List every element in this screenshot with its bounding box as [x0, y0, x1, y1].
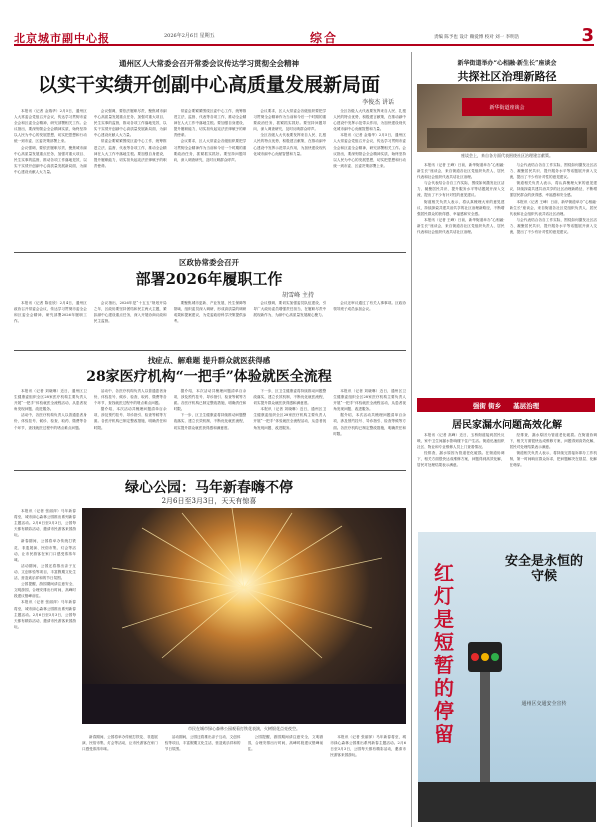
psa-left-text: 红灯是短暂的停留 [434, 561, 454, 746]
fourth-bottom-body [82, 734, 406, 826]
lead-col-3: 常委会要紧紧围绕区委中心工作，统筹推进立法、监督、代表等各项工作，推动全会精神在人大工作中落地生根。要加强自身建设，提升履职能力，切实担负起宪法法律赋予的职责使命。 会议要求，区人大常委会各级组织要把学习贯彻全会精神作为当前和今后一个时期的重要政治任务，抓紧抓实抓好。要坚持问题导向，深入调查研究，及时反映群众呼声。 [173, 109, 247, 162]
second-col-5: 会议还审议通过了有关人事事项。区政协领导班子成员参加会议。 [333, 301, 406, 312]
rt-col-1: 本报讯（记者 王峰）日前，新华街道举办“心相融·新生长”座谈会，来自街道各社区党组织负责人、居民代表和社会组织代表共话社区治理。 与会代表结合各自工作实际，围绕如何激发社区活力、凝聚居民共识、提升服务水平等话题展开深入交流，提出了不少有针对性的意见建议。 街道相关负责人表示，将认真梳理大家的意见建议，持续探索共建共治共享的社区治理新路径，不断增强居民群众的获得感、幸福感和安全感。 本报讯（记者 王峰）日前，新华街道举办“心相融·新生长”座谈会，来自街道各社区党组织负责人、居民代表和社会组织代表共话社区治理。 [417, 163, 505, 235]
psa-small-text: 通州区交通安全宣传 [521, 701, 567, 707]
rb-col-1: 本报讯（记者 高峰）近日，玉桥街道接到居民反映，家中卫生间漏水影响楼下住户生活。街道迅速组织社区、物业和专业维修人员上门查看情况。 经排查，漏水原因为管道老化破损。在街道协调下，相关方面很快达成维修方案，问题得到高效化解，居民对处理结果表示满意。 [417, 433, 505, 468]
meeting-banner: 新华街道座谈会 [462, 98, 552, 116]
third-kicker: 找症点、解难题 提升群众就医获得感 [147, 356, 271, 365]
fourth-left-body [14, 508, 76, 826]
rb-body [417, 432, 597, 528]
fourth-photo-caption: 市民在城市绿心森林公园观看打铁花表演，火树银花点亮夜空。 [188, 726, 300, 731]
rt-kicker: 新华街道举办“心相融·新生长”座谈会 [457, 60, 557, 67]
fourth-headline: 绿心公园：马年新春嗨不停 [125, 480, 293, 496]
fourth-col-2: 新春期间，公园将举办传统打铁花、非遗展演、民俗市集、灯会等活动，让市民游客在家门口感受浓浓年味。 [82, 735, 158, 752]
section-title: 综合 [310, 31, 339, 45]
second-col-4: 会议强调，要切实加强委员队伍建设，引导广大政协委员增强责任担当，在履职尽责中展现新作为，为副中心高质量发展凝心聚力。 [253, 301, 327, 318]
fourth-subtitle: 2月6日至3月3日，天天有惊喜 [161, 497, 257, 505]
fourth-col-4: 公园提醒，游园期间请注意安全，文明游园，合理安排出行时间，高峰时段建议错峰前往。 [247, 735, 324, 752]
traffic-light-icon [468, 642, 502, 672]
third-col-3: 据介绍，本次活动共梳理问题清单百余项，涉及预约挂号、导诊指引、检查等候等方面。各医疗机构已制定整改措施，明确责任和时限。 下一步，区卫生健康委将持续推动问题整改落实，建立长效机制，不断优化就医流程，切实提升群众就医获得感和满意度。 [173, 389, 247, 430]
crowd-silhouette [82, 684, 406, 724]
meeting-photo [417, 84, 597, 152]
fourth-col-5: 本报讯（记者 张丽萍）马年新春将至，城市绿心森林公园推出系列新春主题活动。2月6日至3月3日，公园每天都有精彩活动，邀请市民游客来园游玩。 [330, 735, 406, 758]
red-light-icon [471, 653, 479, 661]
third-col-1: 本报讯（记者 刘晓琳）近日，通州区卫生健康委组织全区28家医疗机构主要负责人开展“一把手”体验就医全流程活动，从患者视角发现问题、改进服务。 活动中，各医疗机构负责人以普通患者身份，体验挂号、候诊、检查、取药、缴费等各个环节，查找就医过程中的堵点难点问题。 [14, 389, 87, 430]
rb-section-banner [417, 398, 595, 412]
traffic-safety-ad [418, 532, 596, 822]
second-col-2: 会议指出，2026年是“十五五”规划开局之年，区政协要坚持团结和民主两大主题，紧扣副中心建设重点任务，深入开展协商议政和民主监督。 [93, 301, 167, 324]
rt-body [417, 162, 597, 390]
third-body [14, 388, 406, 468]
fireworks-photo [82, 508, 406, 724]
masthead: 北京城市副中心报 [14, 32, 110, 45]
lead-col-5: 全区各级人大代表要发挥来自人民、扎根人民的特点优势，积极建言献策，在推动副中心建设中发挥示范带头作用，为加快建设现代化城市副中心贡献智慧和力量。 本报讯（记者 金瑞华）2月5日，通州区人大常委会党组召开会议，传达学习贯彻市委全会和区委全会精神，研究部署相关工作。会议指出，要深刻领会全会精神实质，始终坚持以人民为中心的发展思想，切实把思想和行动统一到市委、区委决策部署上来。 [333, 109, 406, 168]
rb-section-label: 强街 街乡 [472, 401, 502, 410]
rt-col-2: 与会代表结合各自工作实际，围绕如何激发社区活力、凝聚居民共识、提升服务水平等话题展开深入交流，提出了不少有针对性的意见建议。 街道相关负责人表示，将认真梳理大家的意见建议，持续探索共建共治共享的社区治理新路径，不断增强居民群众的获得感、幸福感和安全感。 本报讯（记者 王峰）日前，新华街道举办“心相融·新生长”座谈会，来自街道各社区党组织负责人、居民代表和社会组织代表共话社区治理。 与会代表结合各自工作实际，围绕如何激发社区活力、凝聚居民共识、提升服务水平等话题展开深入交流，提出了不少有针对性的意见建议。 [509, 163, 597, 235]
road-graphic [418, 782, 596, 822]
page-number: 3 [581, 25, 594, 46]
divider-rule [14, 252, 406, 253]
divider-rule [14, 470, 406, 471]
rt-headline: 共探社区治理新路径 [457, 70, 557, 83]
second-byline: 胡雪峰 主持 [282, 292, 314, 299]
page-header [14, 25, 594, 46]
rb-headline: 居民家漏水问题高效化解 [452, 420, 562, 431]
second-headline: 部署2026年履职工作 [135, 270, 283, 288]
second-col-3: 要聚焦城市更新、产业发展、民生保障等领域，组织委员深入调研，形成高质量的调研成果和提案建议，为党委政府科学决策提供参考。 [173, 301, 247, 324]
second-body [14, 300, 406, 348]
third-col-5: 本报讯（记者 刘晓琳）近日，通州区卫生健康委组织全区28家医疗机构主要负责人开展“一把手”体验就医全流程活动，从患者视角发现问题、改进服务。 据介绍，本次活动共梳理问题清单百余项，涉及预约挂号、导诊指引、检查等候等方面。各医疗机构已制定整改措施，明确责任和时限。 [333, 389, 406, 436]
meeting-table [427, 128, 587, 148]
lead-headline: 以实干实绩开创副中心高质量发展新局面 [37, 74, 380, 96]
third-col-2: 活动中，各医疗机构负责人以普通患者身份，体验挂号、候诊、检查、取药、缴费等各个环节，查找就医过程中的堵点难点问题。 据介绍，本次活动共梳理问题清单百余项，涉及预约挂号、导诊指引、检查等候等方面。各医疗机构已制定整改措施，明确责任和时限。 [93, 389, 167, 430]
rb-section-label-2: 基层治理 [513, 401, 540, 410]
psa-right-text: 安全是永恒的守候 [504, 554, 583, 584]
lead-byline: 李俊杰 讲话 [362, 99, 394, 106]
second-kicker: 区政协常委会召开 [179, 258, 239, 267]
lead-body [14, 108, 406, 248]
rt-photo-caption: 座谈会上，来自各方面代表围绕社区治理建言献策。 [461, 153, 553, 158]
divider-rule [14, 350, 406, 351]
yellow-light-icon [481, 653, 489, 661]
green-light-icon [491, 653, 499, 661]
editor-credits: 责编 陈予也 设计 赖爱博 校对 刘一 李明浩 [434, 35, 520, 40]
fourth-col-1: 本报讯（记者 张丽萍）马年新春将至，城市绿心森林公园推出系列新春主题活动。2月6日至3月3日，公园每天都有精彩活动，邀请市民游客来园游玩。 新春期间，公园将举办传统打铁花、非遗展演、民俗市集、灯会等活动，让市民游客在家门口感受浓浓年味。 活动期间，公园还将推出亲子互动、文创体验等项目，丰富假期文化生活，营造欢乐祥和的节日氛围。 公园提醒，游园期间请注意安全，文明游园，合理安排出行时间，高峰时段建议错峰前往。 本报讯（记者 张丽萍）马年新春将至，城市绿心森林公园推出系列新春主题活动。2月6日至3月3日，公园每天都有精彩活动，邀请市民游客来园游玩。 [14, 509, 76, 629]
lead-kicker: 通州区人大常委会召开常委会议传达学习贯彻全会精神 [119, 59, 299, 68]
third-col-4: 下一步，区卫生健康委将持续推动问题整改落实，建立长效机制，不断优化就医流程，切实提升群众就医获得感和满意度。 本报讯（记者 刘晓琳）近日，通州区卫生健康委组织全区28家医疗机构主要负责人开展“一把手”体验就医全流程活动，从患者视角发现问题、改进服务。 [253, 389, 327, 430]
fourth-col-3: 活动期间，公园还将推出亲子互动、文创体验等项目，丰富假期文化生活，营造欢乐祥和的节日氛围。 [164, 735, 241, 752]
second-col-1: 本报讯（记者 陈佳欣）2月4日，通州区政协召开常委会会议，传达学习贯彻市委全会和区委全会精神，研究部署2026年履职工作。 [14, 301, 87, 324]
sparks-graphic [82, 508, 406, 724]
third-headline: 28家医疗机构“一把手”体验就医全流程 [86, 369, 332, 385]
rb-col-2: 经排查，漏水原因为管道老化破损。在街道协调下，相关方面很快达成维修方案，问题得到高效化解，居民对处理结果表示满意。 街道相关负责人表示，将持续完善接诉即办工作机制，第一时间响应群众诉求，把问题解决在基层、化解在萌芽。 [509, 433, 597, 468]
lead-col-1: 本报讯（记者 金瑞华）2月5日，通州区人大常委会党组召开会议，传达学习贯彻市委全会和区委全会精神，研究部署相关工作。会议指出，要深刻领会全会精神实质，始终坚持以人民为中心的发展思想，切实把思想和行动统一到市委、区委决策部署上来。 会议强调，要依法履职尽责，聚焦城市副中心高质量发展重点任务，加强对重大项目、民生实事的监督，推动各项工作落地见效，以实干实绩开创副中心高质量发展新局面，为副中心建设贡献人大力量。 [14, 109, 87, 174]
issue-date: 2026年2月6日 星期五 [164, 33, 215, 39]
column-divider [411, 52, 412, 827]
lead-col-2: 会议强调，要依法履职尽责，聚焦城市副中心高质量发展重点任务，加强对重大项目、民生实事的监督，推动各项工作落地见效，以实干实绩开创副中心高质量发展新局面，为副中心建设贡献人大力量。 常委会要紧紧围绕区委中心工作，统筹推进立法、监督、代表等各项工作，推动全会精神在人大工作中落地生根。要加强自身建设，提升履职能力，切实担负起宪法法律赋予的职责使命。 [93, 109, 167, 168]
lead-col-4: 会议要求，区人大常委会各级组织要把学习贯彻全会精神作为当前和今后一个时期的重要政治任务，抓紧抓实抓好。要坚持问题导向，深入调查研究，及时反映群众呼声。 全区各级人大代表要发挥来自人民、扎根人民的特点优势，积极建言献策，在推动副中心建设中发挥示范带头作用，为加快建设现代化城市副中心贡献智慧和力量。 [253, 109, 327, 156]
